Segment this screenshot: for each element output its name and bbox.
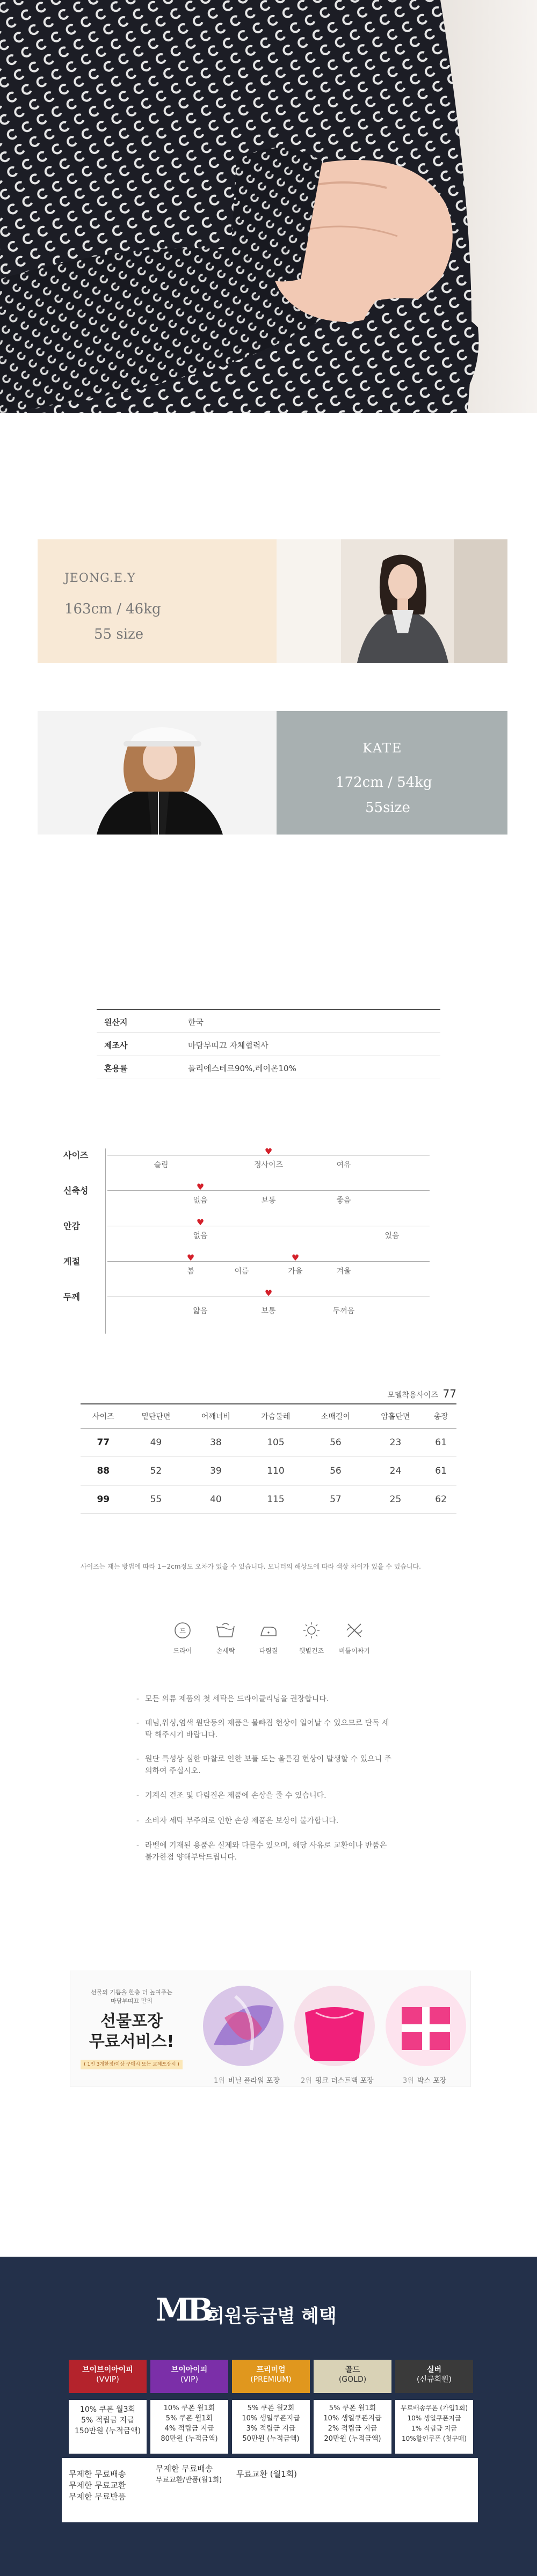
grade-code: (신규회원) bbox=[416, 2375, 452, 2384]
info-row-origin bbox=[97, 1010, 440, 1033]
size-cell: 115 bbox=[246, 1485, 306, 1514]
benefit-line: 5% 쿠폰 월2회 bbox=[247, 2404, 295, 2412]
extra-vip bbox=[156, 2463, 236, 2522]
fit-option: 보통 bbox=[261, 1196, 276, 1205]
fit-option: 여유 bbox=[336, 1161, 351, 1169]
size-cell: 77 bbox=[81, 1429, 126, 1457]
gift-rank: 1위 bbox=[214, 2077, 225, 2085]
fit-option: 슬림 bbox=[154, 1161, 169, 1169]
heart-marker-icon: ♥ bbox=[196, 1182, 205, 1192]
benefit-line: 4% 적립금 지급 bbox=[164, 2425, 214, 2433]
benefit-line: 5% 적립금 지급 bbox=[81, 2416, 134, 2425]
care-note-text: 기계식 건조 및 다림질은 제품에 손상을 줄 수 있습니다. bbox=[145, 1791, 326, 1800]
model-2-fit-line: 55size bbox=[365, 800, 410, 816]
grade-premium bbox=[232, 2360, 310, 2393]
model-2-portrait bbox=[38, 711, 277, 835]
model-1-portrait bbox=[277, 539, 507, 663]
size-header-cell: 가슴둘레 bbox=[246, 1404, 306, 1429]
gift-caption bbox=[403, 2075, 446, 2085]
size-header-cell: 어깨너비 bbox=[186, 1404, 246, 1429]
benefit-vip bbox=[150, 2400, 228, 2454]
extra-vvip bbox=[69, 2469, 149, 2528]
gift-badge: ( 1인 3개한정/이상 구매시 또는 교체포장시 ) bbox=[81, 2060, 183, 2069]
model-size-note-label: 모델착용사이즈 bbox=[387, 1391, 439, 1400]
care-label: 비틀어짜기 bbox=[339, 1647, 370, 1655]
gift-label: 비닐 플라워 포장 bbox=[228, 2077, 280, 2085]
info-label: 혼용률 bbox=[104, 1064, 128, 1073]
care-label: 다림질 bbox=[259, 1647, 278, 1655]
size-cell: 24 bbox=[366, 1457, 426, 1485]
extra-premium bbox=[236, 2469, 317, 2528]
benefit-line: 10%할인쿠폰 (첫구매) bbox=[402, 2435, 467, 2442]
no-wring-icon bbox=[344, 1621, 365, 1640]
benefit-line: 2% 적립금 지급 bbox=[328, 2425, 378, 2433]
care-item bbox=[291, 1621, 332, 1655]
table-row bbox=[81, 1429, 456, 1457]
extra-line: 무료교환 (월1회) bbox=[236, 2469, 297, 2479]
benefit-line: 10% 생일쿠폰지급 bbox=[242, 2414, 300, 2423]
hand-wash-icon bbox=[215, 1621, 236, 1640]
extra-line: 무제한 무료배송 bbox=[69, 2469, 126, 2479]
iron-icon bbox=[258, 1621, 279, 1640]
benefit-line: 50만원 (누적금액) bbox=[242, 2435, 300, 2443]
care-item bbox=[205, 1621, 246, 1655]
size-cell: 99 bbox=[81, 1485, 126, 1514]
fit-option: 여름 bbox=[234, 1267, 249, 1276]
grade-code: (GOLD) bbox=[338, 2375, 367, 2384]
model-1-name: JEONG.E.Y bbox=[64, 572, 136, 585]
size-cell: 105 bbox=[246, 1429, 306, 1457]
model-2-photo bbox=[38, 711, 277, 835]
benefit-line: 10% 생일쿠폰지급 bbox=[323, 2414, 382, 2423]
benefit-line: 20만원 (누적금액) bbox=[324, 2435, 381, 2443]
model-info-card-1 bbox=[38, 539, 277, 663]
info-value: 마담부띠끄 자체협력사 bbox=[188, 1041, 268, 1050]
heart-marker-icon: ♥ bbox=[186, 1253, 195, 1263]
gift-rank: 3위 bbox=[403, 2077, 414, 2085]
gift-title bbox=[78, 2011, 185, 2052]
info-value: 폴리에스테르90%,레이온10% bbox=[188, 1064, 296, 1073]
extra-line: 무제한 무료교환 bbox=[69, 2480, 126, 2490]
size-header-cell: 암홀단면 bbox=[366, 1404, 426, 1429]
grade-vvip bbox=[69, 2360, 147, 2393]
benefit-premium bbox=[232, 2400, 310, 2454]
size-footnote: 사이즈는 재는 방법에 따라 1~2cm정도 오차가 있을 수 있습니다. 모니터의 해상도에 따라 색상 차이가 있을 수 있습니다. bbox=[81, 1563, 421, 1570]
size-cell: 23 bbox=[366, 1429, 426, 1457]
grade-name: 골드 bbox=[345, 2366, 360, 2374]
gift-item-flower-wrap bbox=[203, 1986, 284, 2066]
grade-name: 프리미엄 bbox=[256, 2366, 286, 2374]
size-cell: 38 bbox=[186, 1429, 246, 1457]
gift-small-text-2: 마담부띠끄 만의 bbox=[111, 1997, 153, 2004]
size-cell: 57 bbox=[306, 1485, 366, 1514]
grade-code: (VIP) bbox=[180, 2375, 199, 2384]
membership-logo: MB bbox=[156, 2292, 211, 2328]
care-item bbox=[162, 1621, 203, 1655]
benefit-line: 10% 쿠폰 월1회 bbox=[163, 2404, 215, 2412]
benefit-line: 10% 생일쿠폰지급 bbox=[407, 2414, 461, 2422]
care-note-text: 모든 의류 제품의 첫 세탁은 드라이클리닝을 권장합니다. bbox=[145, 1695, 329, 1703]
table-row bbox=[81, 1457, 456, 1485]
size-cell: 39 bbox=[186, 1457, 246, 1485]
extra-line: 무제한 무료배송 bbox=[156, 2464, 213, 2473]
care-note: - 원단 특성상 심한 마찰로 인한 보풀 또는 올튿김 현상이 발생할 수 있으니 주의하여 주십시오. bbox=[136, 1755, 392, 1775]
model-size-note bbox=[387, 1387, 456, 1400]
care-note: - 기계식 건조 및 다림질은 제품에 손상을 줄 수 있습니다. bbox=[136, 1791, 326, 1800]
size-cell: 52 bbox=[126, 1457, 186, 1485]
benefit-line: 1% 적립금 지급 bbox=[411, 2425, 457, 2432]
size-table-header bbox=[81, 1404, 456, 1429]
svg-text:드: 드 bbox=[179, 1627, 186, 1635]
sun-dry-icon bbox=[301, 1621, 322, 1640]
grade-silver bbox=[395, 2360, 473, 2393]
info-row-material bbox=[97, 1056, 440, 1079]
care-note: - 소비자 세탁 부주의로 인한 손상 제품은 보상이 불가합니다. bbox=[136, 1817, 339, 1825]
grade-name: 실버 bbox=[426, 2366, 442, 2374]
size-header-cell: 총장 bbox=[425, 1404, 456, 1429]
grade-code: (VVIP) bbox=[96, 2375, 119, 2384]
size-cell: 61 bbox=[425, 1429, 456, 1457]
info-value: 한국 bbox=[188, 1018, 204, 1027]
gift-item-pink-dustbag bbox=[294, 1986, 375, 2066]
fit-option: 겨울 bbox=[336, 1267, 351, 1276]
table-row bbox=[81, 1485, 456, 1514]
size-header-cell: 소매길이 bbox=[306, 1404, 366, 1429]
model-2-size-line: 172cm / 54kg bbox=[336, 774, 432, 791]
fit-option: 없음 bbox=[193, 1232, 208, 1240]
gift-title-2: 무료서비스! bbox=[89, 2032, 175, 2051]
size-header-cell: 밑단단면 bbox=[126, 1404, 186, 1429]
size-table bbox=[81, 1403, 456, 1514]
info-row-maker bbox=[97, 1033, 440, 1056]
gift-rank: 2위 bbox=[301, 2077, 312, 2085]
benefit-line: 150만원 (누적금액) bbox=[74, 2427, 141, 2435]
benefit-line: 5% 쿠폰 월1회 bbox=[165, 2414, 213, 2423]
fit-option: 정사이즈 bbox=[253, 1161, 284, 1169]
heart-marker-icon: ♥ bbox=[291, 1253, 300, 1263]
pink-dustbag-image bbox=[294, 1986, 375, 2066]
extra-line: 무료교환/반품(월1회) bbox=[156, 2476, 222, 2484]
model-2-name: KATE bbox=[362, 741, 403, 756]
size-cell: 110 bbox=[246, 1457, 306, 1485]
care-note-text: 소비자 세탁 부주의로 인한 손상 제품은 보상이 불가합니다. bbox=[145, 1817, 339, 1825]
grade-name: 브이아이피 bbox=[171, 2366, 208, 2374]
care-note: - 라벨에 기재된 용품은 실제와 다를수 있으며, 해당 사유로 교환이나 반품은 불가한점 양해부탁드립니다. bbox=[136, 1841, 387, 1862]
fit-option: 있음 bbox=[384, 1232, 400, 1240]
benefit-line: 5% 쿠폰 월1회 bbox=[329, 2404, 376, 2412]
benefit-line: 10% 쿠폰 월3회 bbox=[79, 2405, 136, 2414]
size-cell: 56 bbox=[306, 1429, 366, 1457]
flower-wrap-image bbox=[203, 1986, 284, 2066]
benefit-silver bbox=[395, 2400, 473, 2454]
care-note: - 모든 의류 제품의 첫 세탁은 드라이클리닝을 권장합니다. bbox=[136, 1695, 329, 1703]
heart-marker-icon: ♥ bbox=[196, 1217, 205, 1227]
fit-label-stretch: 신축성 bbox=[63, 1185, 89, 1196]
info-label: 제조사 bbox=[104, 1041, 128, 1050]
fit-chart-axis bbox=[105, 1148, 106, 1334]
size-cell: 61 bbox=[425, 1457, 456, 1485]
fit-label-season: 계절 bbox=[63, 1256, 80, 1267]
size-header-cell: 사이즈 bbox=[81, 1404, 126, 1429]
extra-line: 무제한 무료반품 bbox=[69, 2492, 126, 2501]
gift-caption bbox=[214, 2075, 280, 2085]
size-cell: 40 bbox=[186, 1485, 246, 1514]
size-cell: 25 bbox=[366, 1485, 426, 1514]
fit-option: 봄 bbox=[187, 1267, 194, 1276]
model-info-card-2 bbox=[277, 711, 507, 835]
gift-title-1: 선물포장 bbox=[100, 2012, 163, 2031]
model-size-note-value: 77 bbox=[442, 1387, 456, 1400]
fit-option: 가을 bbox=[288, 1267, 303, 1276]
grade-name: 브이브이아이피 bbox=[82, 2366, 133, 2374]
model-1-photo bbox=[277, 539, 507, 663]
gift-small-text-1: 선물의 기쁨을 한층 더 높여주는 bbox=[90, 1989, 173, 1996]
care-item bbox=[334, 1621, 375, 1655]
care-note-text: 데님,워싱,염색 원단등의 제품은 물빠짐 현상이 일어날 수 있으므로 단독 세탁 해주시기 바랍니다. bbox=[145, 1719, 389, 1739]
benefit-line: 80만원 (누적금액) bbox=[161, 2435, 218, 2443]
grade-vip bbox=[150, 2360, 228, 2393]
membership-title: 회원등급별 혜택 bbox=[207, 2306, 337, 2327]
dry-clean-icon bbox=[172, 1621, 193, 1640]
fit-line-season bbox=[107, 1261, 430, 1262]
fit-option: 없음 bbox=[193, 1196, 208, 1205]
benefit-gold bbox=[314, 2400, 391, 2454]
care-note: - 데님,워싱,염색 원단등의 제품은 물빠짐 현상이 일어날 수 있으므로 단독 세탁 해주시기 바랍니다. bbox=[136, 1719, 389, 1739]
fit-option: 얇음 bbox=[193, 1307, 208, 1315]
fit-option: 두꺼움 bbox=[332, 1307, 355, 1315]
grade-code: (PREMIUM) bbox=[250, 2375, 292, 2384]
size-cell: 56 bbox=[306, 1457, 366, 1485]
size-cell: 62 bbox=[425, 1485, 456, 1514]
fit-line-stretch bbox=[107, 1190, 430, 1191]
care-label: 손세탁 bbox=[216, 1647, 235, 1655]
info-label: 원산지 bbox=[104, 1018, 128, 1027]
benefit-vvip bbox=[69, 2400, 147, 2454]
care-note-text: 원단 특성상 심한 마찰로 인한 보풀 또는 올튿김 현상이 발생할 수 있으니 주의하여 주십시오. bbox=[145, 1755, 392, 1775]
care-note-text: 라벨에 기재된 용품은 실제와 다를수 있으며, 해당 사유로 교환이나 반품은 불가한점 양해부탁드립니다. bbox=[145, 1841, 387, 1862]
model-1-fit-line: 55 size bbox=[94, 626, 144, 642]
hero-photo-art bbox=[0, 0, 537, 413]
gift-caption bbox=[301, 2075, 374, 2085]
care-item bbox=[248, 1621, 289, 1655]
benefit-line: 3% 적립금 지급 bbox=[246, 2425, 296, 2433]
fit-label-size: 사이즈 bbox=[63, 1150, 89, 1160]
care-label: 햇볕건조 bbox=[299, 1647, 324, 1655]
grade-gold bbox=[314, 2360, 391, 2393]
benefit-line: 무료배송쿠폰 (가입1회) bbox=[400, 2404, 468, 2412]
size-cell: 55 bbox=[126, 1485, 186, 1514]
model-1-size-line: 163cm / 46kg bbox=[64, 601, 161, 617]
gift-label: 핑크 더스트백 포장 bbox=[315, 2077, 374, 2085]
care-label: 드라이 bbox=[173, 1647, 192, 1655]
size-cell: 88 bbox=[81, 1457, 126, 1485]
fit-option: 보통 bbox=[261, 1307, 276, 1315]
gift-small-text bbox=[78, 1988, 185, 2006]
hero-product-photo bbox=[0, 0, 537, 413]
gift-item-box bbox=[386, 1986, 466, 2066]
heart-marker-icon: ♥ bbox=[264, 1146, 273, 1157]
fit-label-thickness: 두께 bbox=[63, 1292, 80, 1302]
size-cell: 49 bbox=[126, 1429, 186, 1457]
gift-label: 박스 포장 bbox=[417, 2077, 447, 2085]
fit-label-lining: 안감 bbox=[63, 1221, 80, 1231]
fit-option: 좋음 bbox=[336, 1196, 351, 1205]
heart-marker-icon: ♥ bbox=[264, 1288, 273, 1298]
box-wrap-image bbox=[386, 1986, 466, 2066]
